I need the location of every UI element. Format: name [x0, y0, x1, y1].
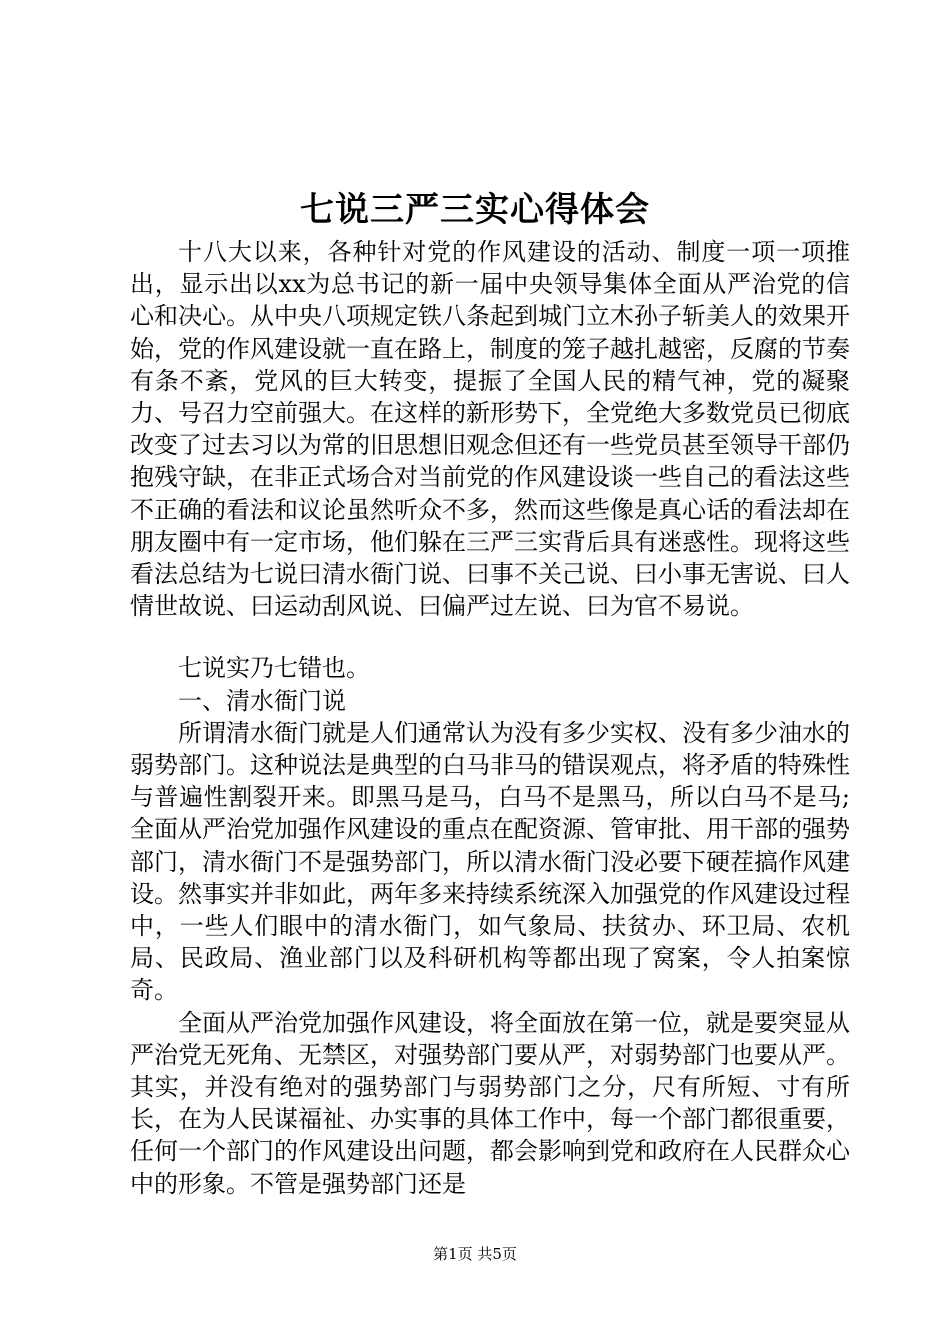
paragraph-qingshui: 所谓清水衙门就是人们通常认为没有多少实权、没有多少油水的弱势部门。这种说法是典型的白马非马的错误观点，将矛盾的特殊性与普遍性割裂开来。即黑马是马，白马不是黑马，所以白马不是马;全面从严治党加强作风建设的重点在配资源、管审批、用干部的强势部门，清水衙门不是强势部门，所以清水衙门没必要下硬茬搞作风建设。然事实并非如此，两年多来持续系统深入加强党的作风建设过程中，一些人们眼中的清水衙门，如气象局、扶贫办、环卫局、农机局、民政局、渔业部门以及科研机构等都出现了窝案，令人拍案惊奇。	[130, 718, 850, 1005]
paragraph-intro: 十八大以来，各种针对党的作风建设的活动、制度一项一项推出，显示出以xx为总书记的新一届中央领导集体全面从严治党的信心和决心。从中央八项规定铁八条起到城门立木孙子斩美人的效果开始，党的作风建设就一直在路上，制度的笼子越扎越密，反腐的节奏有条不紊，党风的巨大转变，提振了全国人民的精气神，党的凝聚力、号召力空前强大。在这样的新形势下，全党绝大多数党员已彻底改变了过去习以为常的旧思想旧观念但还有一些党员甚至领导干部仍抱残守缺，在非正式场合对当前党的作风建设谈一些自己的看法这些不正确的看法和议论虽然听众不多，然而这些像是真心话的看法却在朋友圈中有一定市场，他们躲在三严三实背后具有迷惑性。现将这些看法总结为七说曰清水衙门说、曰事不关己说、曰小事无害说、曰人情世故说、曰运动刮风说、曰偏严过左说、曰为官不易说。	[130, 238, 850, 621]
paragraph-quanmian: 全面从严治党加强作风建设，将全面放在第一位，就是要突显从严治党无死角、无禁区，对强势部门要从严，对弱势部门也要从严。其实，并没有绝对的强势部门与弱势部门之分，尺有所短、寸有所长，在为人民谋福祉、办实事的具体工作中，每一个部门都很重要，任何一个部门的作风建设出问题，都会影响到党和政府在人民群众心中的形象。不管是强势部门还是	[130, 1008, 850, 1198]
paragraph-gap	[130, 622, 850, 652]
page-footer: 第1页 共5页	[433, 1245, 517, 1263]
document-title: 七说三严三实心得体会	[300, 190, 650, 230]
section-heading-1: 一、清水衙门说	[178, 686, 346, 715]
document-body	[130, 236, 850, 1200]
paragraph-seven-errors: 七说实乃七错也。	[178, 654, 370, 683]
